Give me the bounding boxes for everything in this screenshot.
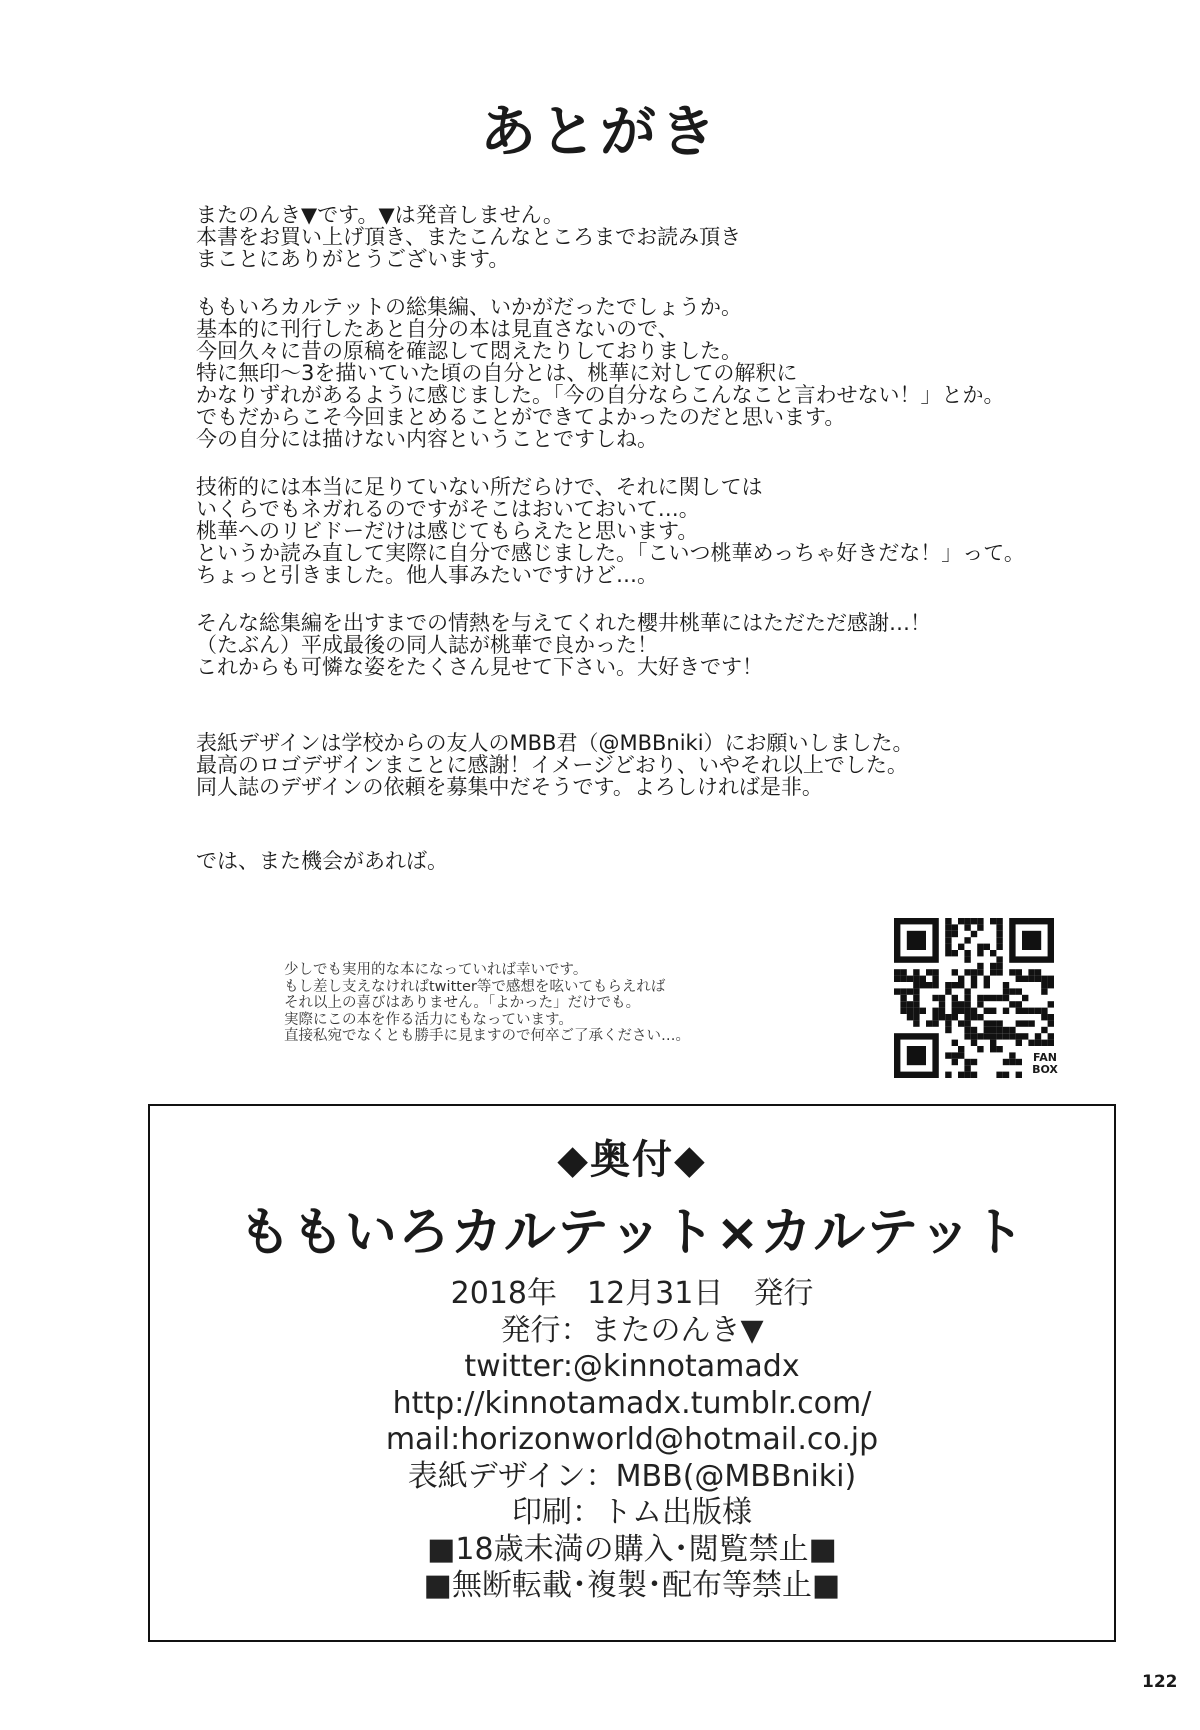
fanbox-qr [894,918,1060,1080]
text-line: ちょっと引きました。他人事みたいですけど…。 [196,563,658,587]
paragraph [196,476,1116,586]
text-line: まことにありがとうございます。 [196,247,510,271]
text-line: 特に無印～3を描いていた頃の自分とは、桃華に対しての解釈に [196,361,798,385]
page-number: 122 [1142,1672,1178,1692]
text-line: これからも可憐な姿をたくさん見せて下さい。大好きです！ [196,655,763,679]
publish-date: 2018年 12月31日 発行 [450,1276,814,1311]
note-line: もし差し支えなければtwitter等で感想を呟いてもらえれば [284,978,666,995]
copyright-notice: ■無断転載･複製･配布等禁止■ [423,1568,841,1603]
colophon-box [148,1104,1116,1642]
text-line: では、また機会があれば。 [196,849,448,873]
publisher: 発行：またのんき▼ [500,1312,764,1348]
note-line: 直接私宛でなくとも勝手に見ますので何卒ご了承ください…。 [284,1028,690,1044]
text-line: 基本的に刊行したあと自分の本は見直さないので、 [196,317,679,341]
qr-caption [1028,1052,1062,1076]
paragraph [196,850,1116,872]
text-line: 今の自分には描けない内容ということですしね。 [196,427,658,451]
text-line: そんな総集編を出すまでの情熱を与えてくれた櫻井桃華にはただただ感謝…！ [196,611,931,635]
text-line: 最高のロゴデザインまことに感謝！イメージどおり、いやそれ以上でした。 [196,753,908,777]
text-line: 今回久々に昔の原稿を確認して悶えたりしておりました。 [196,339,742,363]
email-address: mail:horizonworld@hotmail.co.jp [385,1422,879,1457]
text-line: ももいろカルテットの総集編、いかがだったでしょうか。 [196,295,742,319]
note-line: 少しでも実用的な本になっていれば幸いです。 [284,962,588,978]
afterword-body [196,204,1116,898]
text-line: 本書をお買い上げ頂き、またこんなところまでお読み頂き [196,225,742,249]
printer-credit: 印刷：トム出版様 [512,1495,752,1530]
twitter-handle: twitter:@kinnotamadx [464,1349,800,1384]
note-line: 実際にこの本を作る活力にもなっています。 [284,1011,573,1028]
small-note [284,962,844,1045]
text-line: 桃華へのリビドーだけは感じてもらえたと思います。 [196,519,699,543]
text-line: またのんき▼です。▼は発音しません。 [196,203,564,227]
note-line: それ以上の喜びはありません。「よかった」だけでも。 [284,995,641,1011]
qr-caption-line: BOX [1032,1063,1058,1076]
website-url: http://kinnotamadx.tumblr.com/ [392,1385,872,1421]
paragraph [196,732,1116,798]
text-line: というか読み直して実際に自分で感じました。「こいつ桃華めっちゃ好きだな！」って。 [196,541,1025,565]
text-line: いくらでもネガれるのですがそこはおいておいて…。 [196,497,700,521]
qr-caption-line: FAN [1033,1051,1057,1064]
book-title: ももいろカルテット×カルテット [238,1203,1026,1263]
text-line: でもだからこそ今回まとめることができてよかったのだと思います。 [196,405,846,429]
text-line: （たぶん）平成最後の同人誌が桃華で良かった！ [196,633,658,657]
paragraph [196,204,1116,270]
cover-design-credit: 表紙デザイン：MBB(@MBBniki) [407,1458,857,1494]
colophon-heading: ◆奥付◆ [557,1137,707,1183]
text-line: 技術的には本当に足りていない所だらけで、それに関しては [196,475,763,499]
colophon-details [150,1276,1114,1605]
paragraph [196,296,1116,450]
text-line: かなりずれがあるように感じました。「今の自分ならこんなこと言わせない！」とか。 [196,383,1005,407]
page-title: あとがき [480,99,720,165]
text-line: 表紙デザインは学校からの友人のMBB君（@MBBniki）にお願いしました。 [196,731,914,755]
age-restriction-notice: ■18歳未満の購入･閲覧禁止■ [427,1531,837,1567]
paragraph [196,612,1116,678]
text-line: 同人誌のデザインの依頼を募集中だそうです。よろしければ是非。 [196,775,823,799]
